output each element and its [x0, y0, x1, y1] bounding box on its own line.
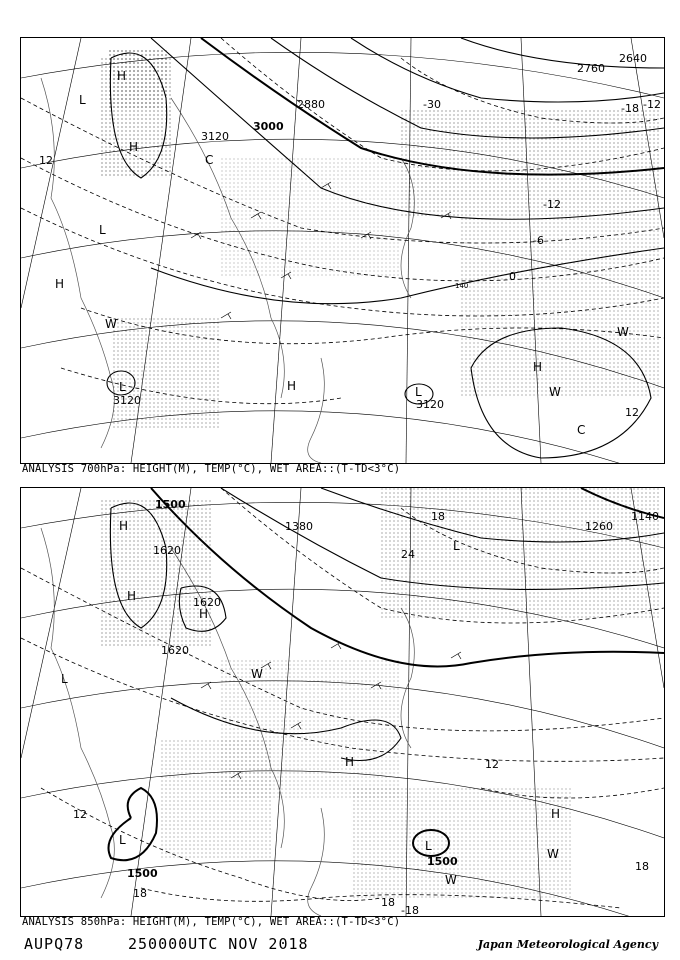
temp-label: -30 — [423, 98, 441, 111]
height-label: 2880 — [297, 98, 325, 111]
height-label: 1380 — [285, 520, 313, 533]
height-label: 1500 — [427, 855, 458, 868]
temp-label: 18 — [133, 887, 147, 900]
center-letter: H — [199, 607, 209, 621]
height-label: 3120 — [201, 130, 229, 143]
issue-time: 250000UTC NOV 2018 — [128, 935, 309, 953]
temp-label: 18 — [381, 896, 395, 909]
caption-700hpa: ANALYSIS 700hPa: HEIGHT(M), TEMP(°C), WET AREA::(T-TD<3°C) — [22, 463, 401, 475]
center-letter: H — [129, 140, 139, 154]
wet-area — [221, 158, 401, 278]
chart-id: AUPQ78 — [24, 935, 85, 953]
temp-label: -12 — [643, 98, 661, 111]
center-letter: W — [547, 847, 559, 861]
temp-label: -12 — [543, 198, 561, 211]
longitude-label: 140 — [455, 282, 469, 290]
wet-area — [401, 108, 661, 218]
center-letter: W — [549, 385, 561, 399]
wet-area — [351, 788, 571, 898]
center-letter: L — [61, 672, 68, 686]
center-letter: L — [119, 833, 126, 847]
map-700hpa-svg — [21, 38, 664, 463]
center-letter: H — [55, 277, 65, 291]
temp-label: -6 — [533, 234, 544, 247]
temp-label: 12 — [625, 406, 639, 419]
height-label: 1620 — [161, 644, 189, 657]
center-letter: H — [533, 360, 543, 374]
center-letter: L — [119, 380, 126, 394]
height-label: 2760 — [577, 62, 605, 75]
center-letter: C — [205, 153, 214, 167]
center-letter: H — [345, 755, 355, 769]
temp-label: 24 — [401, 548, 415, 561]
center-letter: W — [617, 325, 629, 339]
height-label: 3120 — [113, 394, 141, 407]
temp-label: 12 — [73, 808, 87, 821]
map-850hpa-svg — [21, 488, 664, 916]
temp-label: -18 — [401, 904, 419, 916]
height-label: 1500 — [127, 867, 158, 880]
wet-area — [461, 218, 661, 398]
map-panel-850hpa — [20, 487, 665, 917]
wet-area — [161, 738, 271, 858]
height-label: 1260 — [585, 520, 613, 533]
temp-label: 0 — [509, 270, 516, 283]
wet-area — [101, 58, 171, 178]
map-panel-700hpa — [20, 37, 665, 464]
center-letter: C — [577, 423, 586, 437]
caption-850hpa: ANALYSIS 850hPa: HEIGHT(M), TEMP(°C), WET AREA::(T-TD<3°C) — [22, 916, 401, 928]
height-label: 3000 — [253, 120, 284, 133]
height-label: 1500 — [155, 498, 186, 511]
center-letter: H — [551, 807, 561, 821]
temp-label: 12 — [39, 154, 53, 167]
center-letter: L — [99, 223, 106, 237]
temp-label: -18 — [621, 102, 639, 115]
center-letter: H — [127, 589, 137, 603]
wet-area — [381, 488, 661, 618]
center-letter: L — [453, 539, 460, 553]
height-label: 1620 — [193, 596, 221, 609]
center-letter: W — [445, 873, 457, 887]
temp-label: 12 — [485, 758, 499, 771]
center-letter: W — [105, 317, 117, 331]
center-letter: W — [251, 667, 263, 681]
height-label: 3120 — [416, 398, 444, 411]
height-label: 1620 — [153, 544, 181, 557]
center-letter: L — [79, 93, 86, 107]
wet-area — [111, 318, 221, 428]
center-letter: L — [415, 385, 422, 399]
center-letter: H — [119, 519, 129, 533]
center-letter: H — [287, 379, 297, 393]
center-letter: H — [117, 69, 127, 83]
temp-label: 18 — [635, 860, 649, 873]
center-letter: L — [425, 839, 432, 853]
agency-credit: Japan Meteorological Agency — [477, 938, 658, 951]
height-label: 2640 — [619, 52, 647, 65]
height-label: 1140 — [631, 510, 659, 523]
temp-label: 18 — [431, 510, 445, 523]
